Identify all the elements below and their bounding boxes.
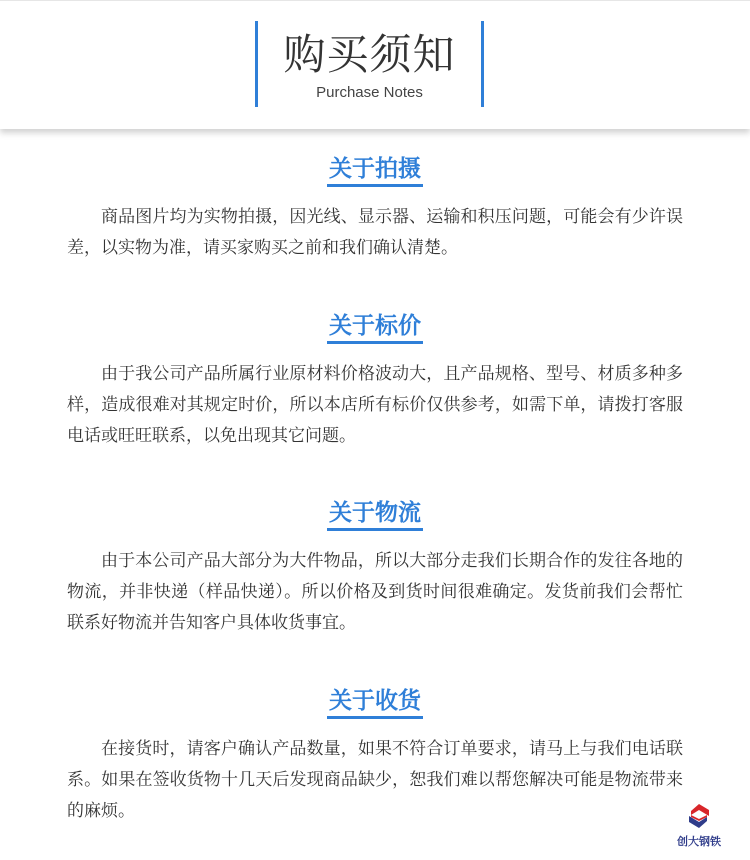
page-subtitle: Purchase Notes	[316, 84, 423, 101]
header-right-bar	[481, 21, 484, 107]
section-pricing	[0, 311, 750, 452]
section-body: 在接货时，请客户确认产品数量，如果不符合订单要求，请马上与我们电话联系。如果在签收货物十几天后发现商品缺少，恕我们难以帮您解决可能是物流带来的麻烦。	[67, 739, 683, 821]
section-logistics	[0, 498, 750, 639]
company-logo	[668, 803, 730, 855]
section-title: 关于标价	[327, 311, 423, 344]
page-title: 购买须知	[283, 30, 456, 79]
page-header	[0, 0, 750, 129]
section-title: 关于收货	[327, 686, 423, 719]
section-photography	[0, 154, 750, 264]
section-body: 由于本公司产品大部分为大件物品，所以大部分走我们长期合作的发往各地的物流，并非快递（样品快递）。所以价格及到货时间很难确定。发货前我们会帮忙联系好物流并告知客户具体收货事宜。	[67, 551, 683, 633]
section-receiving	[0, 686, 750, 827]
section-body: 商品图片均为实物拍摄，因光线、显示器、运输和积压问题，可能会有少许误差，以实物为准，请买家购买之前和我们确认清楚。	[67, 207, 683, 258]
logo-text: 创大钢铁	[677, 835, 721, 848]
section-title: 关于拍摄	[327, 154, 423, 187]
logo-icon	[687, 803, 711, 829]
section-body: 由于我公司产品所属行业原材料价格波动大，且产品规格、型号、材质多种多样，造成很难对其规定时价，所以本店所有标价仅供参考，如需下单，请拨打客服电话或旺旺联系，以免出现其它问题。	[67, 364, 683, 446]
section-title: 关于物流	[327, 498, 423, 531]
